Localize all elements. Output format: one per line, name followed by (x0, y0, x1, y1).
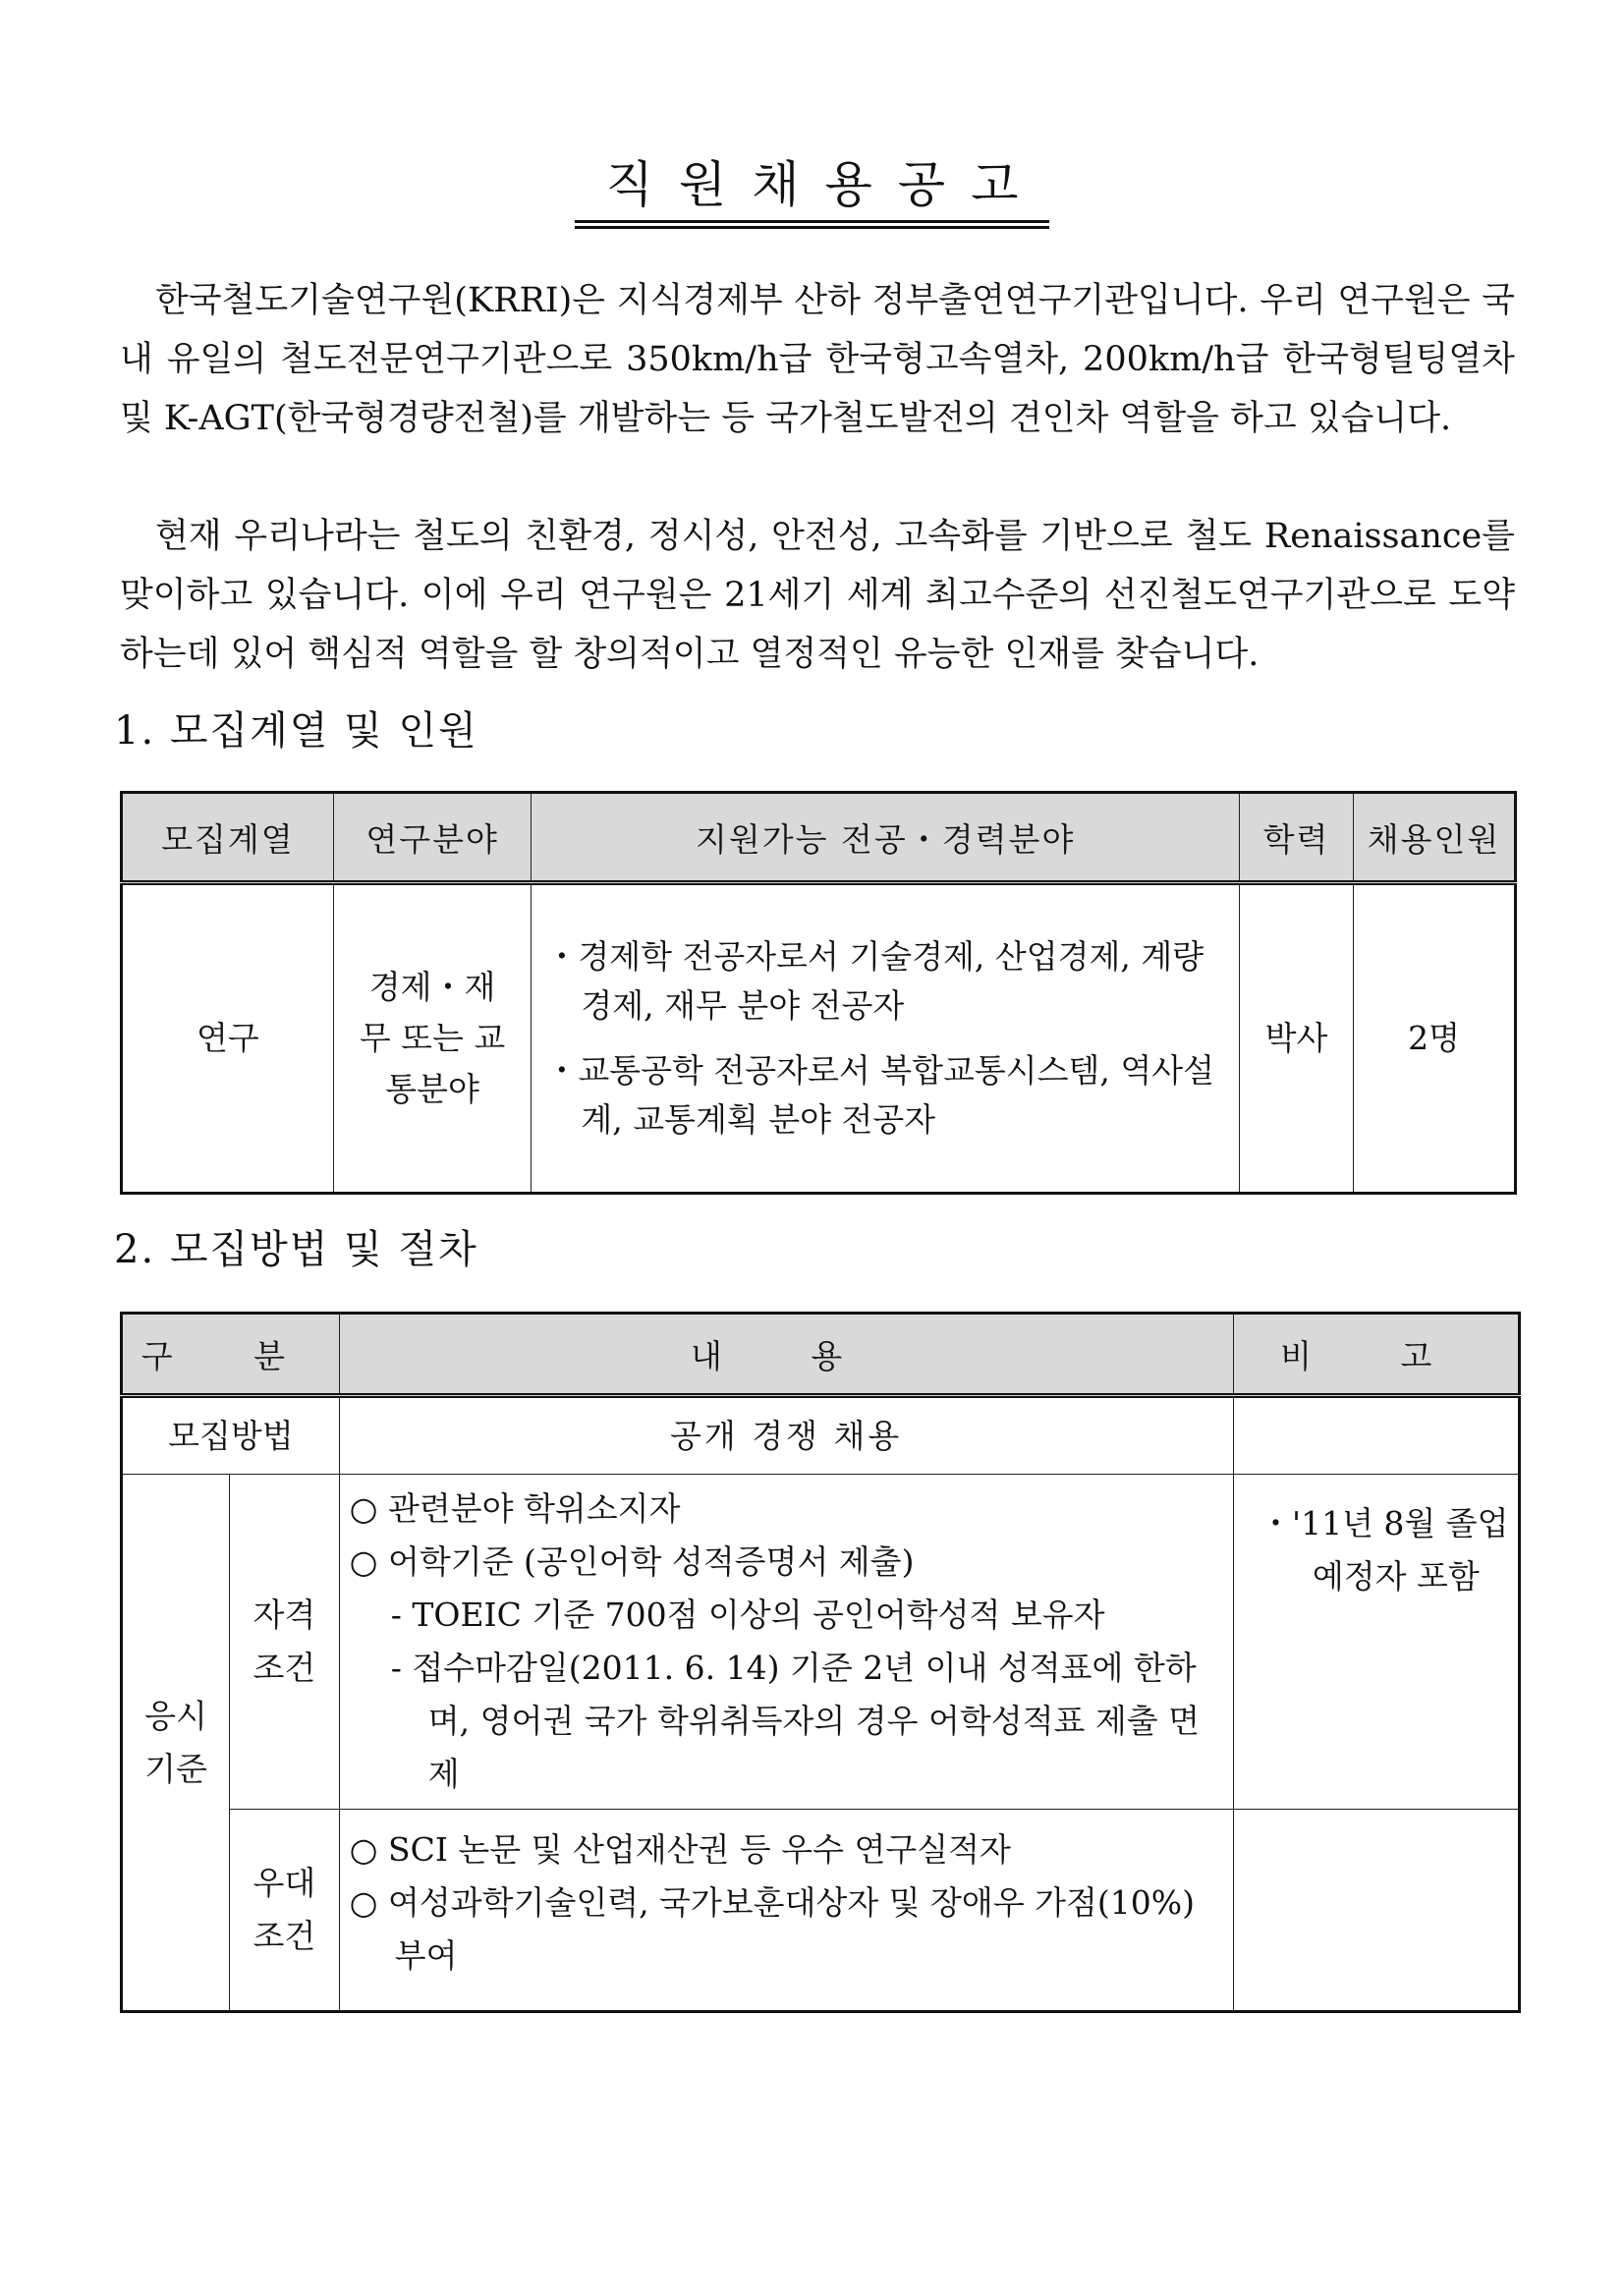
preference-content (339, 1810, 1233, 2012)
criteria-label: 응시기준 (122, 1475, 230, 2012)
cell-majors (532, 883, 1240, 1194)
col-header-field: 연구분야 (333, 793, 532, 883)
col-header-category: 모집계열 (122, 793, 334, 883)
cell-category: 연구 (122, 883, 334, 1194)
cell-field: 경제・재무 또는 교통분야 (333, 883, 532, 1194)
intro-paragraph-2: 현재 우리나라는 철도의 친환경, 정시성, 안전성, 고속화를 기반으로 철도 Renaissance를 맞이하고 있습니다. 이에 우리 연구원은 21세기 세계 최고수준의 선진철도연구기관으로 도약하는데 있어 핵심적 역할을 할 창의적이고 열정적인 유능한 인재를 찾습니다. (120, 517, 1515, 674)
cell-degree: 박사 (1240, 883, 1354, 1194)
qualification-item: ○ 어학기준 (공인어학 성적증명서 제출) (349, 1542, 915, 1581)
preference-item: ○ SCI 논문 및 산업재산권 등 우수 연구실적자 (349, 1830, 1011, 1869)
table-header-row (122, 793, 1516, 883)
major-item: ・경제학 전공자로서 기술경제, 산업경제, 계량경제, 재무 분야 전공자 (545, 937, 1204, 1025)
major-item: ・교통공학 전공자로서 복합교통시스템, 역사설계, 교통계획 분야 전공자 (545, 1051, 1214, 1139)
section-1-heading: 1. 모집계열 및 인원 (114, 708, 478, 754)
method-content: 공개 경쟁 채용 (339, 1396, 1233, 1475)
method-note (1233, 1396, 1519, 1475)
section-2-heading: 2. 모집방법 및 절차 (114, 1227, 478, 1272)
table-row (122, 1475, 1520, 1810)
qualification-subitem: - TOEIC 기준 700점 이상의 공인어학성적 보유자 (390, 1596, 1105, 1634)
page-title: 직원채용공고 (575, 145, 1050, 223)
preference-label: 우대조건 (229, 1810, 339, 2012)
qualification-item: ○ 관련분야 학위소지자 (349, 1489, 681, 1528)
table-row (122, 1396, 1520, 1475)
table-row (122, 1810, 1520, 2012)
recruitment-table (120, 791, 1517, 1195)
qualification-label: 자격조건 (229, 1475, 339, 1810)
table-header-row (122, 1314, 1520, 1396)
col-header-content: 내 용 (339, 1314, 1233, 1396)
procedure-table (120, 1312, 1521, 2013)
preference-note (1233, 1810, 1519, 2012)
qualification-content (339, 1475, 1233, 1810)
method-label: 모집방법 (122, 1396, 340, 1475)
table-row (122, 883, 1516, 1194)
qualification-note: ・'11년 8월 졸업예정자 포함 (1260, 1504, 1509, 1596)
qualification-subitem: - 접수마감일(2011. 6. 14) 기준 2년 이내 성적표에 한하며, 영어권 국가 학위취득자의 경우 어학성적표 제출 면제 (390, 1649, 1200, 1793)
col-header-note: 비 고 (1233, 1314, 1519, 1396)
qualification-note-cell (1233, 1475, 1519, 1810)
col-header-count: 채용인원 (1354, 793, 1516, 883)
preference-item: ○ 여성과학기술인력, 국가보훈대상자 및 장애우 가점(10%) 부여 (349, 1883, 1196, 1975)
col-header-majors: 지원가능 전공・경력분야 (532, 793, 1240, 883)
cell-count: 2명 (1354, 883, 1516, 1194)
title-wrap (0, 145, 1624, 223)
col-header-category: 구 분 (122, 1314, 340, 1396)
col-header-degree: 학력 (1240, 793, 1354, 883)
intro-paragraph-1: 한국철도기술연구원(KRRI)은 지식경제부 산하 정부출연연구기관입니다. 우리 연구원은 국내 유일의 철도전문연구기관으로 350km/h급 한국형고속열차, 200km/h급 한국형틸팅열차 및 K-AGT(한국형경량전철)를 개발하는 등 국가철도발전의 견인차 역할을 하고 있습니다. (120, 281, 1515, 438)
